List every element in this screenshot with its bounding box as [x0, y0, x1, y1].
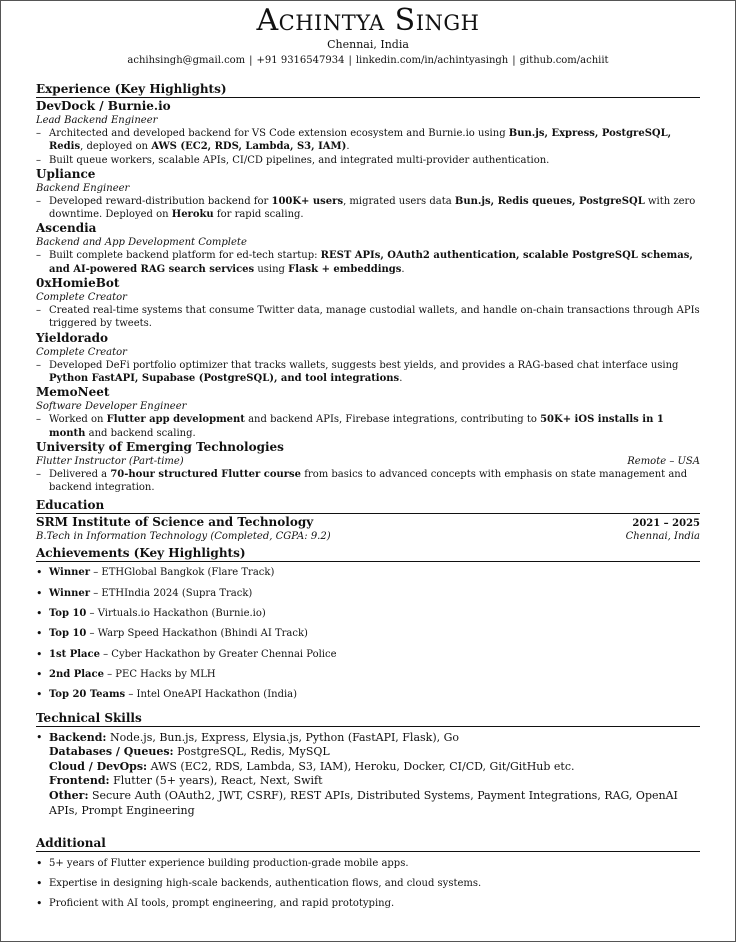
experience-entry — [36, 99, 700, 167]
education-location: Chennai, India — [625, 531, 700, 543]
bullet-marker: • — [36, 586, 43, 600]
contact-separator: | — [348, 55, 352, 66]
bullet-text — [49, 127, 700, 154]
job-title: Backend Engineer — [36, 182, 130, 194]
plain-text: Delivered a — [49, 468, 111, 480]
bullet-text — [49, 304, 700, 331]
achievement-text — [49, 668, 700, 681]
bullet-marker: – — [36, 154, 41, 166]
skills-lines — [49, 731, 700, 819]
plain-text: using — [254, 263, 289, 275]
skill-values: Flutter (5+ years), React, Next, Swift — [109, 774, 323, 788]
additional-text: Proficient with AI tools, prompt engineering, and rapid prototyping. — [49, 897, 395, 909]
bullet-text — [49, 413, 700, 440]
highlight-text: 100K+ users — [271, 195, 344, 207]
additional-item — [36, 877, 700, 890]
highlight-text: REST APIs, OAuth2 authentication, scalable PostgreSQL schemas, and AI-powered RAG search services — [49, 250, 693, 275]
bullet-marker: – — [36, 195, 41, 207]
plain-text: Developed DeFi portfolio optimizer that tracks wallets, suggests best yields, and provides a RAG-based chat interface using — [49, 359, 679, 371]
achievement-item — [36, 668, 700, 681]
experience-entry — [36, 385, 700, 440]
achievement-detail: – ETHIndia 2024 (Supra Track) — [90, 587, 253, 599]
bullet-marker: • — [36, 627, 43, 641]
company-name: Upliance — [36, 166, 96, 181]
bullet-marker: – — [36, 250, 41, 262]
highlight-text: Python FastAPI, Supabase (PostgreSQL), and tool integrations — [49, 372, 400, 384]
additional-list — [36, 857, 700, 910]
job-title: Flutter Instructor (Part-time) — [36, 455, 184, 467]
plain-text: from basics to advanced concepts with emphasis on state management and backend integration. — [49, 468, 688, 494]
additional-item — [36, 897, 700, 910]
bullet-text — [49, 359, 700, 386]
job-title: Complete Creator — [36, 292, 127, 304]
company-name: Ascendia — [36, 221, 97, 236]
phone-link[interactable]: +91 9316547934 — [256, 55, 345, 66]
achievement-label: Top 10 — [49, 608, 87, 620]
email-link[interactable]: achihsingh@gmail.com — [127, 55, 246, 66]
achievement-text — [49, 688, 700, 701]
achievement-detail: – Virtuals.io Hackathon (Burnie.io) — [86, 608, 266, 620]
section-title-skills: Technical Skills — [36, 712, 700, 727]
skills-block — [36, 731, 700, 819]
experience-entry — [36, 331, 700, 386]
education-details — [36, 530, 700, 543]
achievement-text — [49, 566, 700, 579]
experience-bullet — [36, 127, 700, 154]
education-header — [36, 515, 700, 530]
bullet-marker: – — [36, 359, 41, 371]
contact-separator: | — [512, 55, 516, 66]
achievement-label: 1st Place — [49, 648, 100, 660]
bullet-marker: • — [36, 688, 43, 702]
achievement-item — [36, 688, 700, 701]
achievement-item — [36, 648, 700, 661]
plain-text: for rapid scaling. — [213, 209, 304, 221]
job-title: Lead Backend Engineer — [36, 115, 158, 126]
role-row — [36, 455, 700, 468]
achievement-label: Winner — [49, 567, 91, 579]
section-title-additional: Additional — [36, 837, 700, 852]
bullet-marker: • — [36, 566, 43, 580]
company-name: 0xHomieBot — [36, 276, 120, 291]
achievement-label: 2nd Place — [49, 668, 104, 680]
achievement-detail: – ETHGlobal Bangkok (Flare Track) — [90, 567, 275, 579]
education-years: 2021 – 2025 — [632, 518, 700, 530]
achievement-detail: – PEC Hacks by MLH — [103, 668, 216, 680]
highlight-text: 50K+ iOS installs in 1 month — [49, 414, 664, 439]
bullet-marker: – — [36, 468, 41, 480]
skill-values: Node.js, Bun.js, Express, Elysia.js, Python (FastAPI, Flask), Go — [106, 730, 460, 744]
company-name: University of Emerging Technologies — [36, 439, 284, 454]
company-name: DevDock / Burnie.io — [36, 99, 171, 113]
skill-line — [49, 760, 700, 775]
skill-line — [49, 774, 700, 789]
skill-values: Secure Auth (OAuth2, JWT, CSRF), REST APIs, Distributed Systems, Payment Integrations, RAG, OpenAI APIs, Prompt Engineering — [49, 788, 678, 817]
job-title: Complete Creator — [36, 346, 127, 358]
plain-text: Built complete backend platform for ed-tech startup: — [49, 250, 321, 262]
achievement-label: Top 20 Teams — [49, 689, 126, 701]
skill-line — [49, 745, 700, 760]
plain-text: Built queue workers, scalable APIs, CI/CD pipelines, and integrated multi-provider authentication. — [49, 154, 550, 166]
highlight-text: Heroku — [171, 209, 214, 221]
plain-text: Developed reward-distribution backend for — [49, 195, 272, 207]
bullet-marker: – — [36, 305, 41, 317]
experience-bullet — [36, 359, 700, 386]
experience-entry — [36, 221, 700, 276]
experience-bullet — [36, 304, 700, 331]
achievement-detail: – Intel OneAPI Hackathon (India) — [125, 689, 298, 701]
bullet-marker: • — [36, 647, 43, 661]
highlight-text: Bun.js, Redis queues, PostgreSQL — [454, 195, 645, 207]
plain-text: Created real-time systems that consume Twitter data, manage custodial wallets, and handle on-chain transactions through APIs triggered by tweets. — [49, 305, 700, 330]
bullet-marker: – — [36, 128, 41, 139]
plain-text: , deployed on — [80, 141, 152, 153]
bullet-marker: • — [36, 607, 43, 621]
skill-line — [49, 789, 700, 818]
bullet-text — [49, 468, 700, 495]
school-name: SRM Institute of Science and Technology — [36, 515, 314, 530]
experience-bullet — [36, 154, 700, 167]
contact-line — [36, 54, 700, 68]
achievement-text — [49, 648, 700, 661]
bullet-marker: • — [36, 730, 43, 744]
plain-text: Architected and developed backend for VS Code extension ecosystem and Burnie.io using — [49, 128, 509, 139]
highlight-text: Flask + embeddings — [288, 263, 402, 275]
bullet-marker: • — [36, 667, 43, 681]
experience-entry — [36, 276, 700, 331]
achievements-list — [36, 566, 700, 701]
section-title-education: Education — [36, 499, 700, 514]
candidate-name: Achintya Singh — [256, 3, 480, 38]
skill-category: Databases / Queues: — [49, 745, 174, 759]
plain-text: and backend scaling. — [85, 427, 196, 439]
bullet-marker: • — [36, 857, 43, 871]
plain-text: Worked on — [49, 414, 107, 426]
achievement-item — [36, 627, 700, 640]
experience-list — [36, 99, 700, 494]
experience-bullet — [36, 195, 700, 222]
achievement-text — [49, 627, 700, 640]
highlight-text: Bun.js, Express, PostgreSQL, Redis — [49, 128, 672, 153]
linkedin-link[interactable]: linkedin.com/in/achintyasingh — [355, 55, 509, 66]
experience-bullet — [36, 249, 700, 276]
skill-category: Other: — [49, 788, 89, 802]
achievement-text — [49, 587, 700, 600]
skill-category: Cloud / DevOps: — [49, 759, 148, 773]
achievement-item — [36, 607, 700, 620]
achievement-detail: – Cyber Hackathon by Greater Chennai Police — [99, 648, 337, 660]
plain-text: . — [399, 372, 403, 384]
plain-text: with zero downtime. Deployed on — [49, 195, 696, 221]
plain-text: . — [401, 263, 405, 275]
bullet-text — [49, 195, 700, 222]
additional-text: Expertise in designing high-scale backends, authentication flows, and cloud systems. — [49, 877, 482, 889]
skill-category: Frontend: — [49, 774, 110, 788]
plain-text: , migrated users data — [343, 195, 455, 207]
achievement-detail: – Warp Speed Hackathon (Bhindi AI Track) — [86, 628, 308, 640]
candidate-location: Chennai, India — [327, 38, 409, 51]
highlight-text: 70-hour structured Flutter course — [110, 468, 302, 480]
experience-bullet — [36, 413, 700, 440]
section-title-achievements: Achievements (Key Highlights) — [36, 547, 700, 562]
skill-values: AWS (EC2, RDS, Lambda, S3, IAM), Heroku, Docker, CI/CD, Git/GitHub etc. — [147, 759, 575, 773]
additional-item — [36, 857, 700, 870]
achievement-item — [36, 566, 700, 579]
additional-text: 5+ years of Flutter experience building production-grade mobile apps. — [49, 858, 409, 870]
bullet-text — [49, 249, 700, 276]
achievement-text — [49, 607, 700, 620]
bullet-text — [49, 154, 700, 167]
bullet-marker: • — [36, 896, 43, 910]
company-name: Yieldorado — [36, 330, 108, 345]
experience-bullet — [36, 468, 700, 495]
job-title: Backend and App Development Complete — [36, 237, 247, 249]
highlight-text: AWS (EC2, RDS, Lambda, S3, IAM) — [151, 141, 347, 153]
experience-entry — [36, 167, 700, 222]
company-name: MemoNeet — [36, 385, 110, 400]
highlight-text: Flutter app development — [106, 414, 245, 426]
achievement-item — [36, 587, 700, 600]
skill-category: Backend: — [49, 730, 107, 744]
skill-line — [49, 731, 700, 746]
plain-text: and backend APIs, Firebase integrations, contributing to — [244, 414, 541, 426]
achievement-label: Winner — [49, 587, 91, 599]
github-link[interactable]: github.com/achiit — [519, 55, 609, 66]
bullet-marker: – — [36, 414, 41, 426]
section-title-experience: Experience (Key Highlights) — [36, 83, 700, 98]
job-title: Software Developer Engineer — [36, 401, 187, 413]
contact-separator: | — [249, 55, 253, 66]
plain-text: . — [346, 141, 350, 153]
degree: B.Tech in Information Technology (Completed, CGPA: 9.2) — [36, 531, 331, 543]
experience-entry — [36, 440, 700, 495]
skill-values: PostgreSQL, Redis, MySQL — [173, 745, 330, 759]
achievement-label: Top 10 — [49, 628, 87, 640]
bullet-marker: • — [36, 876, 43, 890]
job-location: Remote – USA — [627, 455, 700, 467]
